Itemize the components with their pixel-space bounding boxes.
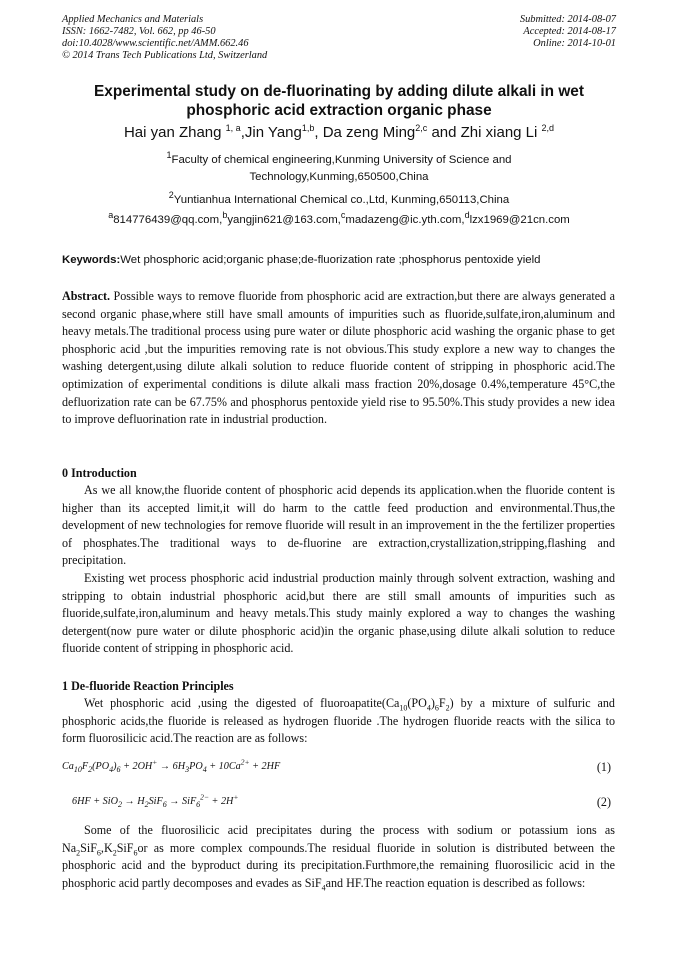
email-mark: a [108, 210, 114, 221]
paper-title [70, 82, 608, 120]
affiliation-2 [40, 192, 638, 209]
principles-paragraph-2: Some of the fluorosilicic acid precipitates during the process with sodium or potassium ions as $Na_2SiF_6,K_2SiF_6or$ as more complex compounds.The residual fluoride in solution is distributed between the phosphoric acid and the byproduct during its precipitation.Furthmore,the remaining fluorosilicic acid in the phosphoric acid partly decomposes and evades as SiF$_4$and HF.The reaction equation is described as follows: [62, 823, 615, 893]
email-mark: d [464, 210, 470, 221]
abstract-text: Possible ways to remove fluoride from phosphoric acid are extraction,but there are always generated a second organic phase,where still have small amounts of impurities such as fluoride,sulfate,iron,aluminum and heavy metals.The traditional process using pure water or dilute phosphoric acid washing the organic phase to get phosphoric acid ,but the impurities removing rate is not obvious.This study explore a new way to changes the washing detergent,using dilute alkali solution to reduce fluoride content of stripping in phosphoric acid.The optimization of experimental conditions is dilute alkali mass fraction 20%,dosage 0.4%,temperature 45°C,the defluorization rate can be 67.75% and phosphorus pentoxide yield rise to 95.50%.This study provides a new idea to improve defluorination rate in industrial production. [62, 289, 615, 427]
author-name: , Da zeng Ming [314, 124, 416, 141]
section-heading: 0 Introduction [62, 466, 137, 480]
equation-2 [72, 792, 615, 812]
affiliation-mark: 2 [168, 190, 174, 201]
intro-paragraph-1: As we all know,the fluoride content of phosphoric acid depends its application.when the fluoride content is higher than its accepted limit,it will do harm to the cattle feed production and environmental.Thus,the development of new technologies for remove fluoride will result in an improvement in the the fertilizer properties of phosphates.The traditional ways to de-fluorine are extraction,crystallization,stripping,flashing and precipitation. [62, 483, 615, 568]
equation-body: $6HF + SiO_2 \to H_2SiF_6 \to SiF_6^{2-} + 2H^+$ [72, 792, 239, 810]
affiliation-mark: 1 [166, 150, 172, 161]
affiliation-text: Technology,Kunming,650500,China [249, 171, 429, 183]
affiliation-text: Yuntianhua International Chemical co.,Ltd, Kunming,650113,China [173, 194, 510, 206]
title-line-1: Experimental study on de-fluorinating by adding dilute alkali in wet [94, 83, 584, 100]
email-address: yangjin621@163.com, [227, 214, 341, 226]
email-list [40, 212, 638, 229]
doi-line: doi:10.4028/www.scientific.net/AMM.662.46 [62, 38, 249, 49]
submitted-date: Submitted: 2014-08-07 [519, 14, 616, 25]
equation-1 [62, 757, 615, 777]
journal-header-right [520, 14, 616, 50]
keywords-label: Keywords: [62, 254, 121, 266]
section-heading: 1 De-fluoride Reaction Principles [62, 679, 234, 693]
journal-header-left [62, 14, 267, 62]
accepted-date: Accepted: 2014-08-17 [523, 26, 616, 37]
author-affiliation-mark: 1,b [301, 123, 315, 133]
principles-paragraph-1: Wet phosphoric acid ,using the digested of $fluoroapatite(Ca_{10}(PO_4)_6F_2)$ by a mixture of sulfuric and phosphoric acids,the fluoride is released as hydrogen fluoride .The hydrogen fluoride reacts with the silica to form fluorosilicic acid.The reaction are as follows: [62, 696, 615, 746]
affiliation-text: Faculty of chemical engineering,Kunming University of Science and [171, 154, 512, 166]
author-affiliation-mark: 2,d [541, 123, 555, 133]
author-affiliation-mark: 2,c [415, 123, 428, 133]
issn-line: ISSN: 1662-7482, Vol. 662, pp 46-50 [62, 26, 216, 37]
equation-body: $Ca_{10}F_2(PO_4)_6 + 2OH^+ \to 6H_3PO_4 + 10Ca^{2+} + 2HF$ [62, 757, 281, 775]
email-address: lzx1969@21cn.com [469, 214, 570, 226]
equation-number: (1) [596, 760, 611, 774]
keywords [62, 252, 622, 268]
online-date: Online: 2014-10-01 [533, 38, 616, 49]
keywords-text: Wet phosphoric acid;organic phase;de-fluorization rate ;phosphorus pentoxide yield [120, 254, 541, 266]
title-line-2: phosphoric acid extraction organic phase [186, 102, 492, 119]
author-name: and Zhi xiang Li [427, 124, 538, 141]
copyright-line: © 2014 Trans Tech Publications Ltd, Switzerland [62, 50, 268, 61]
author-affiliation-mark: 1, a [225, 123, 241, 133]
email-address: madazeng@ic.yth.com, [345, 214, 465, 226]
author-name: ,Jin Yang [240, 124, 302, 141]
email-mark: c [340, 210, 346, 221]
abstract [62, 288, 615, 429]
email-mark: b [222, 210, 228, 221]
intro-paragraph-2: Existing wet process phosphoric acid industrial production mainly through solvent extraction, washing and stripping to obtain industrial phosphoric acid,but there are still small amounts of impurities such as fluoride,sulfate,iron,aluminum and heavy metals.This study mainly explored a way to changes the washing detergent(now pure water or dilute phosphoric acid)in the organic phase,using dilute alkali solution to reduce fluoride content of stripping in phosphoric acid. [62, 571, 615, 656]
affiliation-1 [40, 152, 638, 186]
author-name: Hai yan Zhang [123, 124, 222, 141]
email-address: 814776439@qq.com, [113, 214, 223, 226]
equation-number: (2) [596, 795, 611, 809]
abstract-label: Abstract. [62, 289, 111, 303]
journal-name: Applied Mechanics and Materials [62, 14, 204, 25]
author-list [40, 123, 638, 143]
